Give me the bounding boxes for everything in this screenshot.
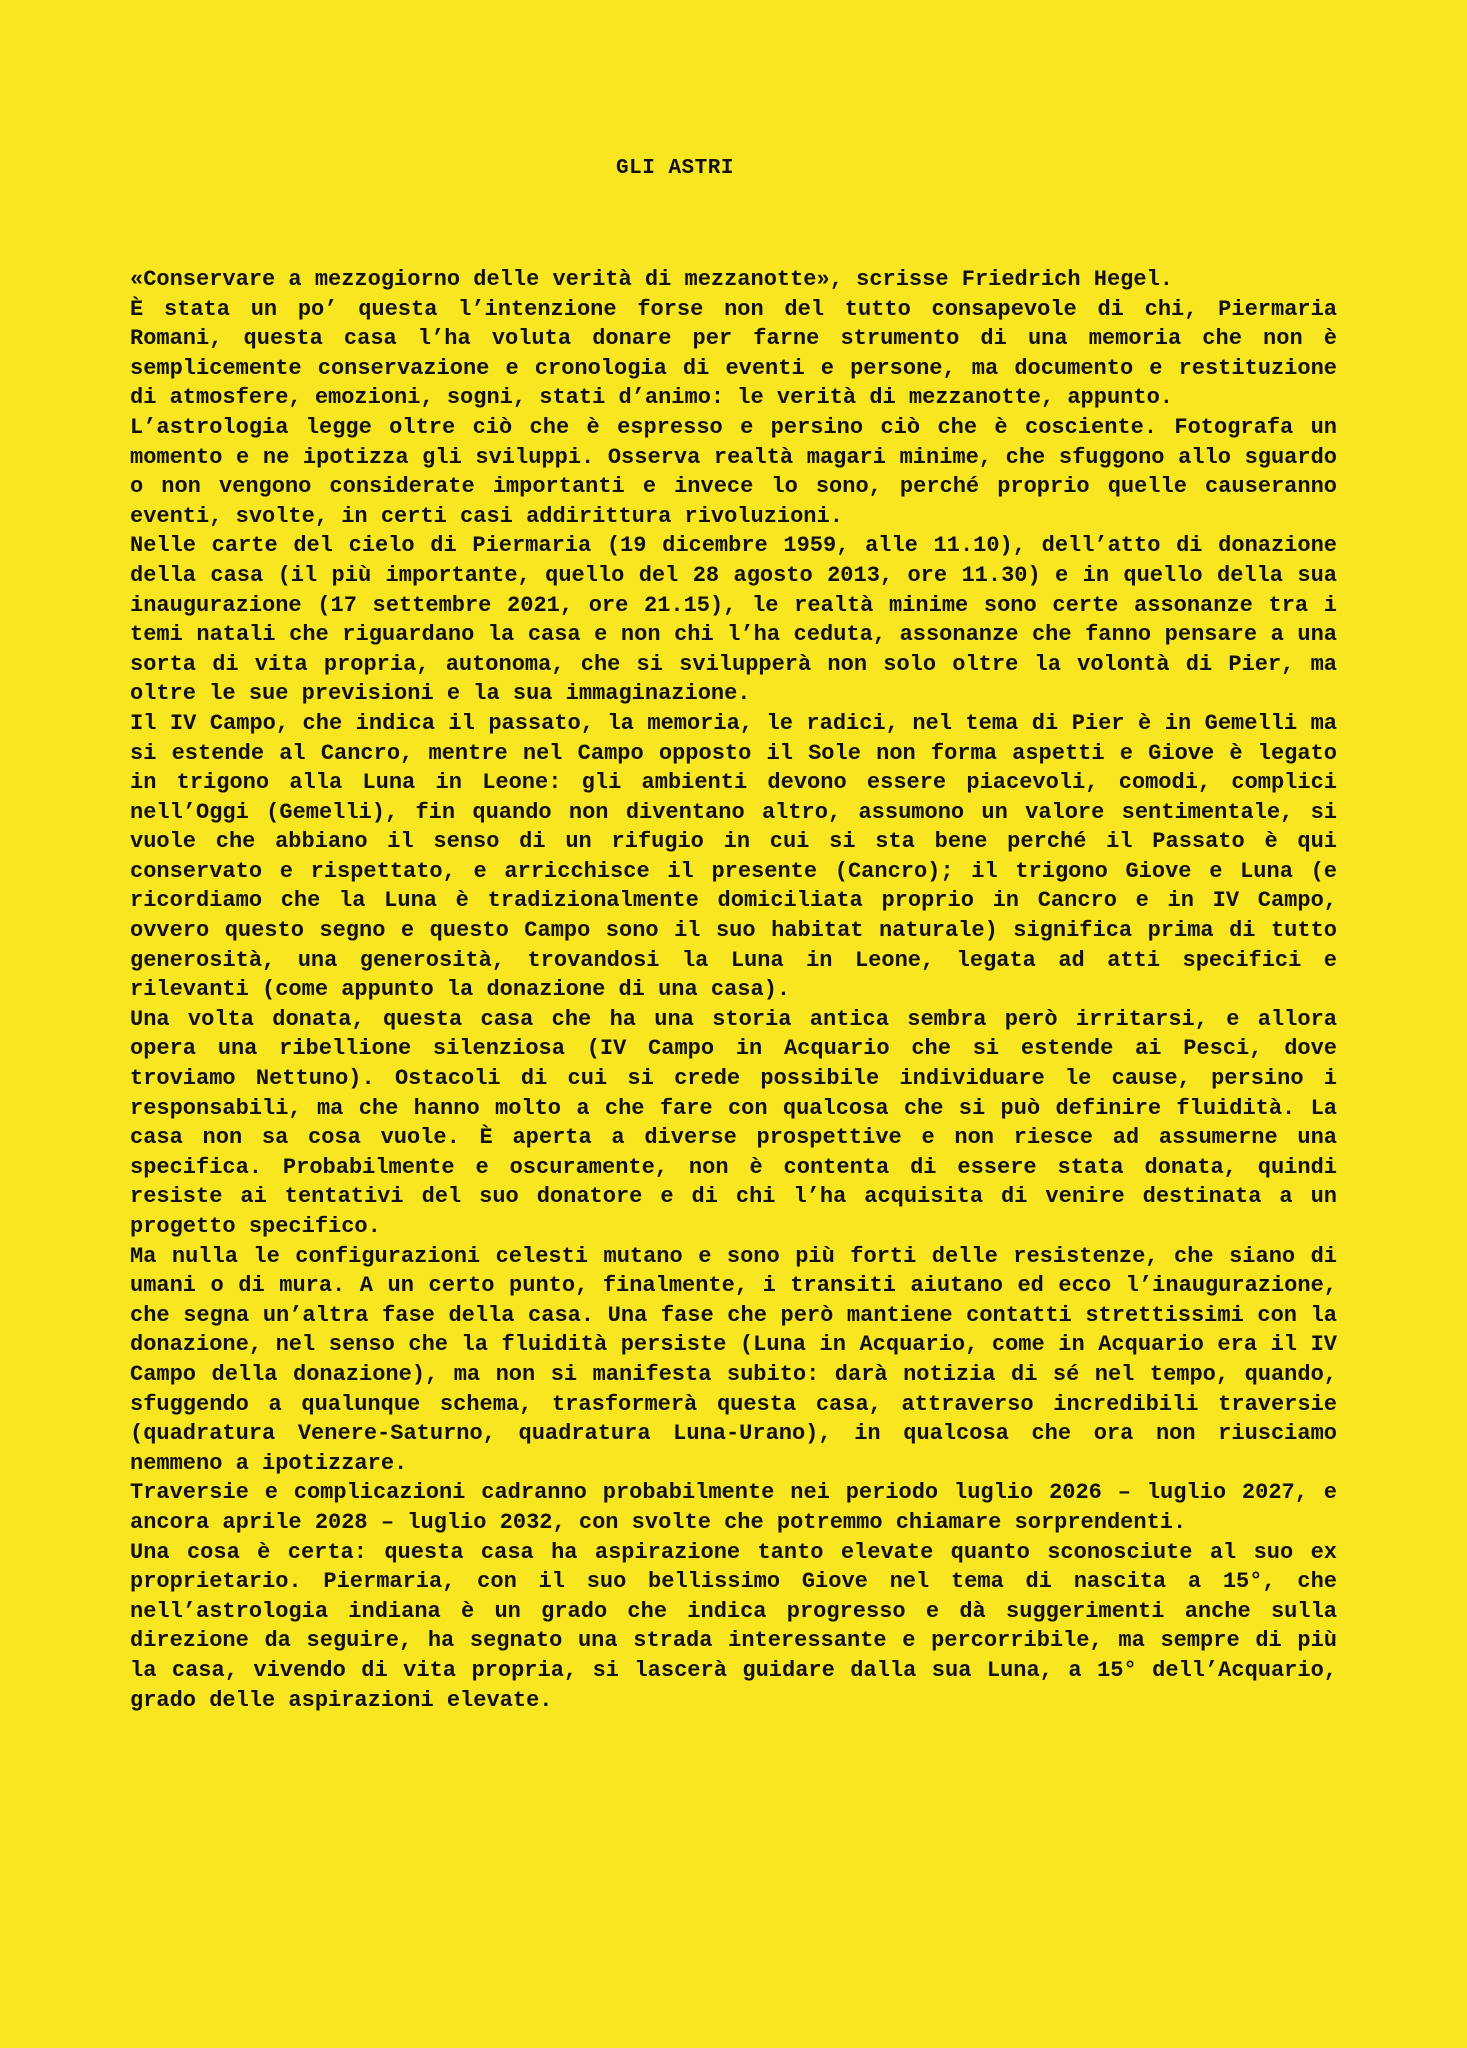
paragraph-8: Traversie e complicazioni cadranno probabilmente nei periodo luglio 2026 – luglio 2027, e ancora aprile 2028 – luglio 2032, con svolte che potremmo chiamare sorprendenti. <box>130 1480 1337 1535</box>
paragraph-2: È stata un po’ questa l’intenzione forse non del tutto consapevole di chi, Piermaria Romani, questa casa l’ha voluta donare per farne strumento di una memoria che non è semplicemente conservazione e cronologia di eventi e persone, ma documento e restituzione di atmosfere, emozioni, sogni, stati d’animo: le verità di mezzanotte, appunto. <box>130 296 1337 411</box>
paragraph-9: Una cosa è certa: questa casa ha aspirazione tanto elevate quanto sconosciute al suo ex proprietario. Piermaria, con il suo bellissimo Giove nel tema di nascita a 15°, che nell’astrologia indiana è un grado che indica progresso e dà suggerimenti anche sulla direzione da seguire, ha segnato una strada interessante e percorribile, ma sempre di più la casa, vivendo di vita propria, si lascerà guidare dalla sua Luna, a 15° dell’Acquario, grado delle aspirazioni elevate. <box>130 1539 1337 1713</box>
paragraph-1: «Conservare a mezzogiorno delle verità di mezzanotte», scrisse Friedrich Hegel. <box>130 267 1173 292</box>
paragraph-4: Nelle carte del cielo di Piermaria (19 dicembre 1959, alle 11.10), dell’atto di donazione della casa (il più importante, quello del 28 agosto 2013, ore 11.30) e in quello della sua inaugurazione (17 settembre 2021, ore 21.15), le realtà minime sono certe assonanze tra i temi natali che riguardano la casa e non chi l’ha ceduta, assonanze che fanno pensare a una sorta di vita propria, autonoma, che si svilupperà non solo oltre la volontà di Pier, ma oltre le sue previsioni e la sua immaginazione. <box>130 533 1337 707</box>
paragraph-7: Ma nulla le configurazioni celesti mutano e sono più forti delle resistenze, che siano di umani o di mura. A un certo punto, finalmente, i transiti aiutano ed ecco l’inaugurazione, che segna un’altra fase della casa. Una fase che però mantiene contatti strettissimi con la donazione, nel senso che la fluidità persiste (Luna in Acquario, come in Acquario era il IV Campo della donazione), ma non si manifesta subito: darà notizia di sé nel tempo, quando, sfuggendo a qualunque schema, trasformerà questa casa, attraverso incredibili traversie (quadratura Venere-Saturno, quadratura Luna-Urano), in qualcosa che ora non riusciamo nemmeno a ipotizzare. <box>130 1243 1337 1476</box>
page-title: GLI ASTRI <box>616 157 734 180</box>
body-text <box>130 265 1337 1715</box>
paragraph-3: L’astrologia legge oltre ciò che è espresso e persino ciò che è cosciente. Fotografa un momento e ne ipotizza gli sviluppi. Osserva realtà magari minime, che sfuggono allo sguardo o non vengono considerate importanti e invece lo sono, perché proprio quelle causeranno eventi, svolte, in certi casi addirittura rivoluzioni. <box>130 414 1337 529</box>
paragraph-5: Il IV Campo, che indica il passato, la memoria, le radici, nel tema di Pier è in Gemelli ma si estende al Cancro, mentre nel Campo opposto il Sole non forma aspetti e Giove è legato in trigono alla Luna in Leone: gli ambienti devono essere piacevoli, comodi, complici nell’Oggi (Gemelli), fin quando non diventano altro, assumono un valore sentimentale, si vuole che abbiano il senso di un rifugio in cui si sta bene perché il Passato è qui conservato e rispettato, e arricchisce il presente (Cancro); il trigono Giove e Luna (e ricordiamo che la Luna è tradizionalmente domiciliata proprio in Cancro e in IV Campo, ovvero questo segno e questo Campo sono il suo habitat naturale) significa prima di tutto generosità, una generosità, trovandosi la Luna in Leone, legata ad atti specifici e rilevanti (come appunto la donazione di una casa). <box>130 710 1337 1003</box>
paragraph-6: Una volta donata, questa casa che ha una storia antica sembra però irritarsi, e allora opera una ribellione silenziosa (IV Campo in Acquario che si estende ai Pesci, dove troviamo Nettuno). Ostacoli di cui si crede possibile individuare le cause, persino i responsabili, ma che hanno molto a che fare con qualcosa che si può definire fluidità. La casa non sa cosa vuole. È aperta a diverse prospettive e non riesce ad assumerne una specifica. Probabilmente e oscuramente, non è contenta di essere stata donata, quindi resiste ai tentativi del suo donatore e di chi l’ha acquisita di venire destinata a un progetto specifico. <box>130 1006 1337 1239</box>
